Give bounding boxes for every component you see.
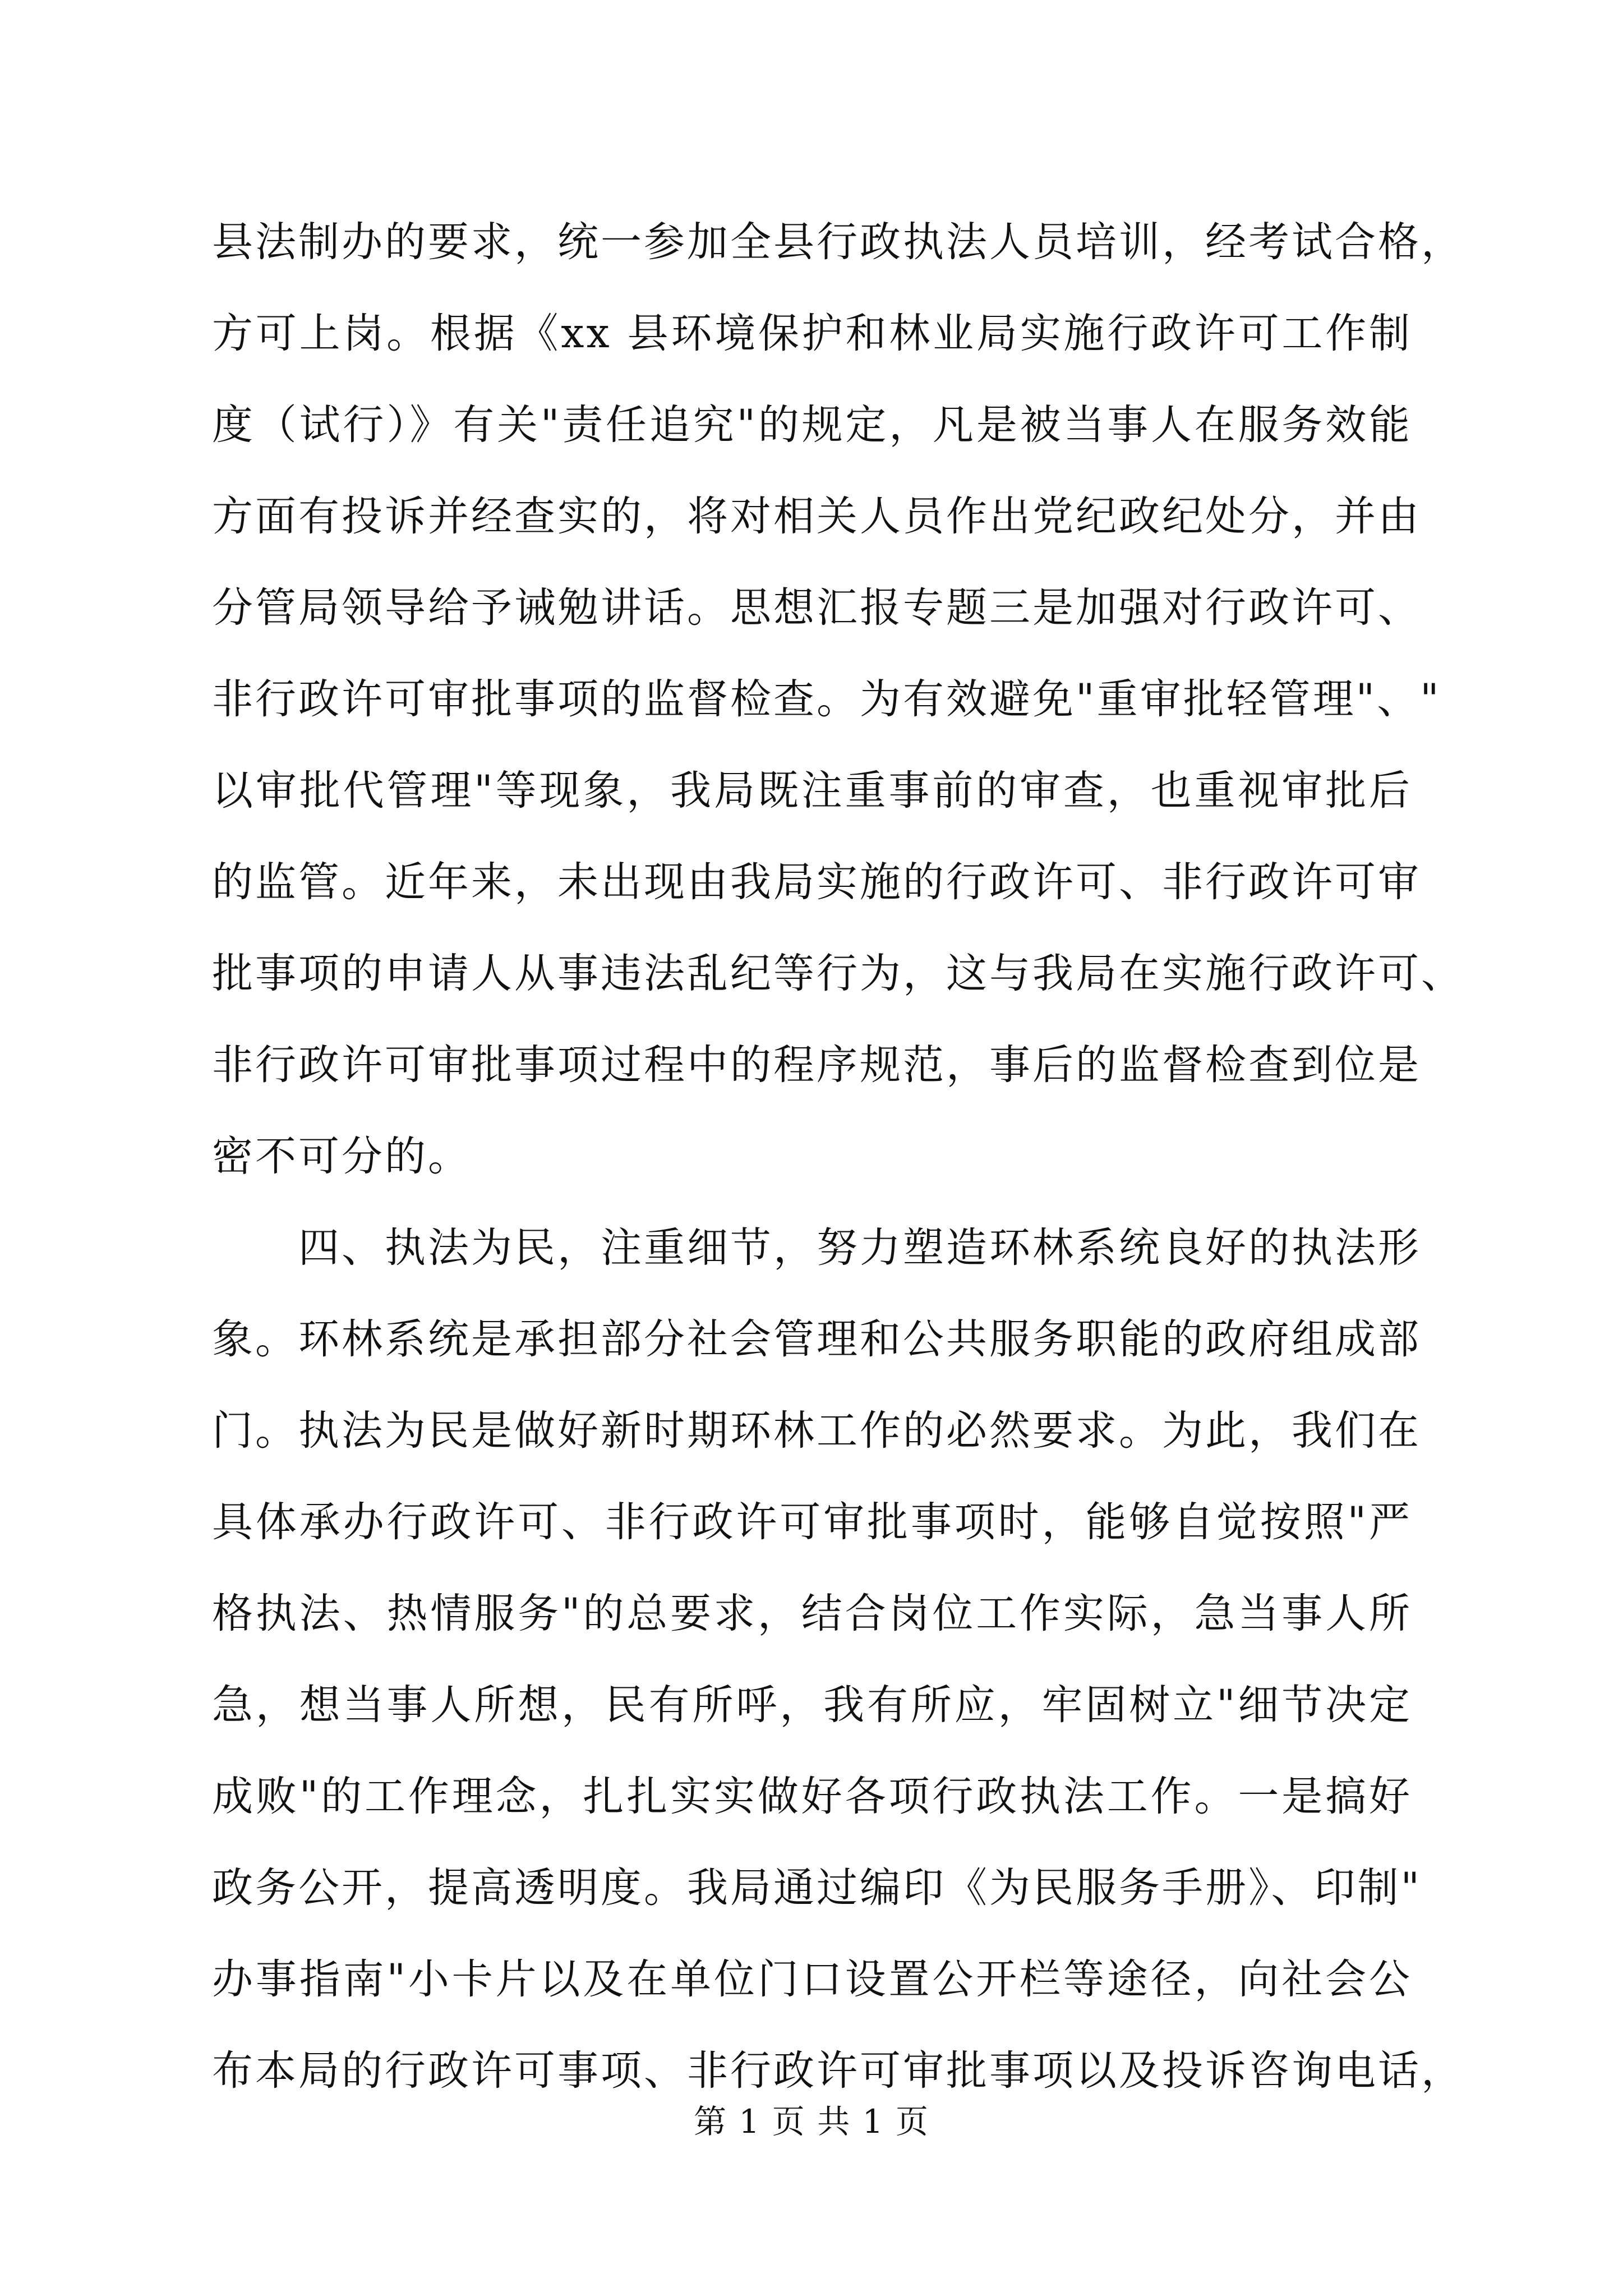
text-line: 格执法、热情服务"的总要求，结合岗位工作实际，急当事人所 — [212, 1590, 1412, 1637]
text-line: 的监管。近年来，未出现由我局实施的行政许可、非行政许可审 — [212, 858, 1421, 906]
text-line: 密不可分的。 — [212, 1133, 471, 1180]
text-line: 办事指南"小卡片以及在单位门口设置公开栏等途径，向社会公 — [212, 1955, 1412, 2003]
text-line: 门。执法为民是做好新时期环林工作的必然要求。为此，我们在 — [212, 1407, 1421, 1455]
text-line: 分管局领导给予诫勉讲话。思想汇报专题三是加强对行政许可、 — [212, 584, 1421, 632]
page-footer — [0, 2099, 1623, 2144]
text-line: 方面有投诉并经查实的，将对相关人员作出党纪政纪处分，并由 — [212, 493, 1421, 540]
text-line: 成败"的工作理念，扎扎实实做好各项行政执法工作。一是搞好 — [212, 1773, 1412, 1820]
text-line: 非行政许可审批事项的监督检查。为有效避免"重审批轻管理"、" — [212, 675, 1441, 723]
text-line: 布本局的行政许可事项、非行政许可审批事项以及投诉咨询电话， — [212, 2047, 1464, 2095]
page-number-label: 第 1 页 共 1 页 — [694, 2102, 929, 2141]
text-line: 以审批代管理"等现象，我局既注重事前的审查，也重视审批后 — [212, 767, 1412, 815]
text-line: 象。环林系统是承担部分社会管理和公共服务职能的政府组成部 — [212, 1315, 1421, 1363]
text-line: 批事项的申请人从事违法乱纪等行为，这与我局在实施行政许可、 — [212, 950, 1464, 997]
text-line: 度（试行）》有关"责任追究"的规定，凡是被当事人在服务效能 — [212, 401, 1412, 449]
text-line: 政务公开，提高透明度。我局通过编印《为民服务手册》、印制" — [212, 1864, 1422, 1912]
body-text — [212, 196, 1464, 2116]
text-line: 方可上岗。根据《xx 县环境保护和林业局实施行政许可工作制 — [212, 310, 1412, 357]
text-line: 非行政许可审批事项过程中的程序规范，事后的监督检查到位是 — [212, 1041, 1421, 1089]
text-line: 县法制办的要求，统一参加全县行政执法人员培训，经考试合格， — [212, 218, 1464, 266]
text-line: 具体承办行政许可、非行政许可审批事项时，能够自觉按照"严 — [212, 1498, 1412, 1546]
text-line: 急，想当事人所想，民有所呼，我有所应，牢固树立"细节决定 — [212, 1681, 1412, 1729]
paragraph-start-line: 四、执法为民，注重细节，努力塑造环林系统良好的执法形 — [212, 1224, 1421, 1272]
